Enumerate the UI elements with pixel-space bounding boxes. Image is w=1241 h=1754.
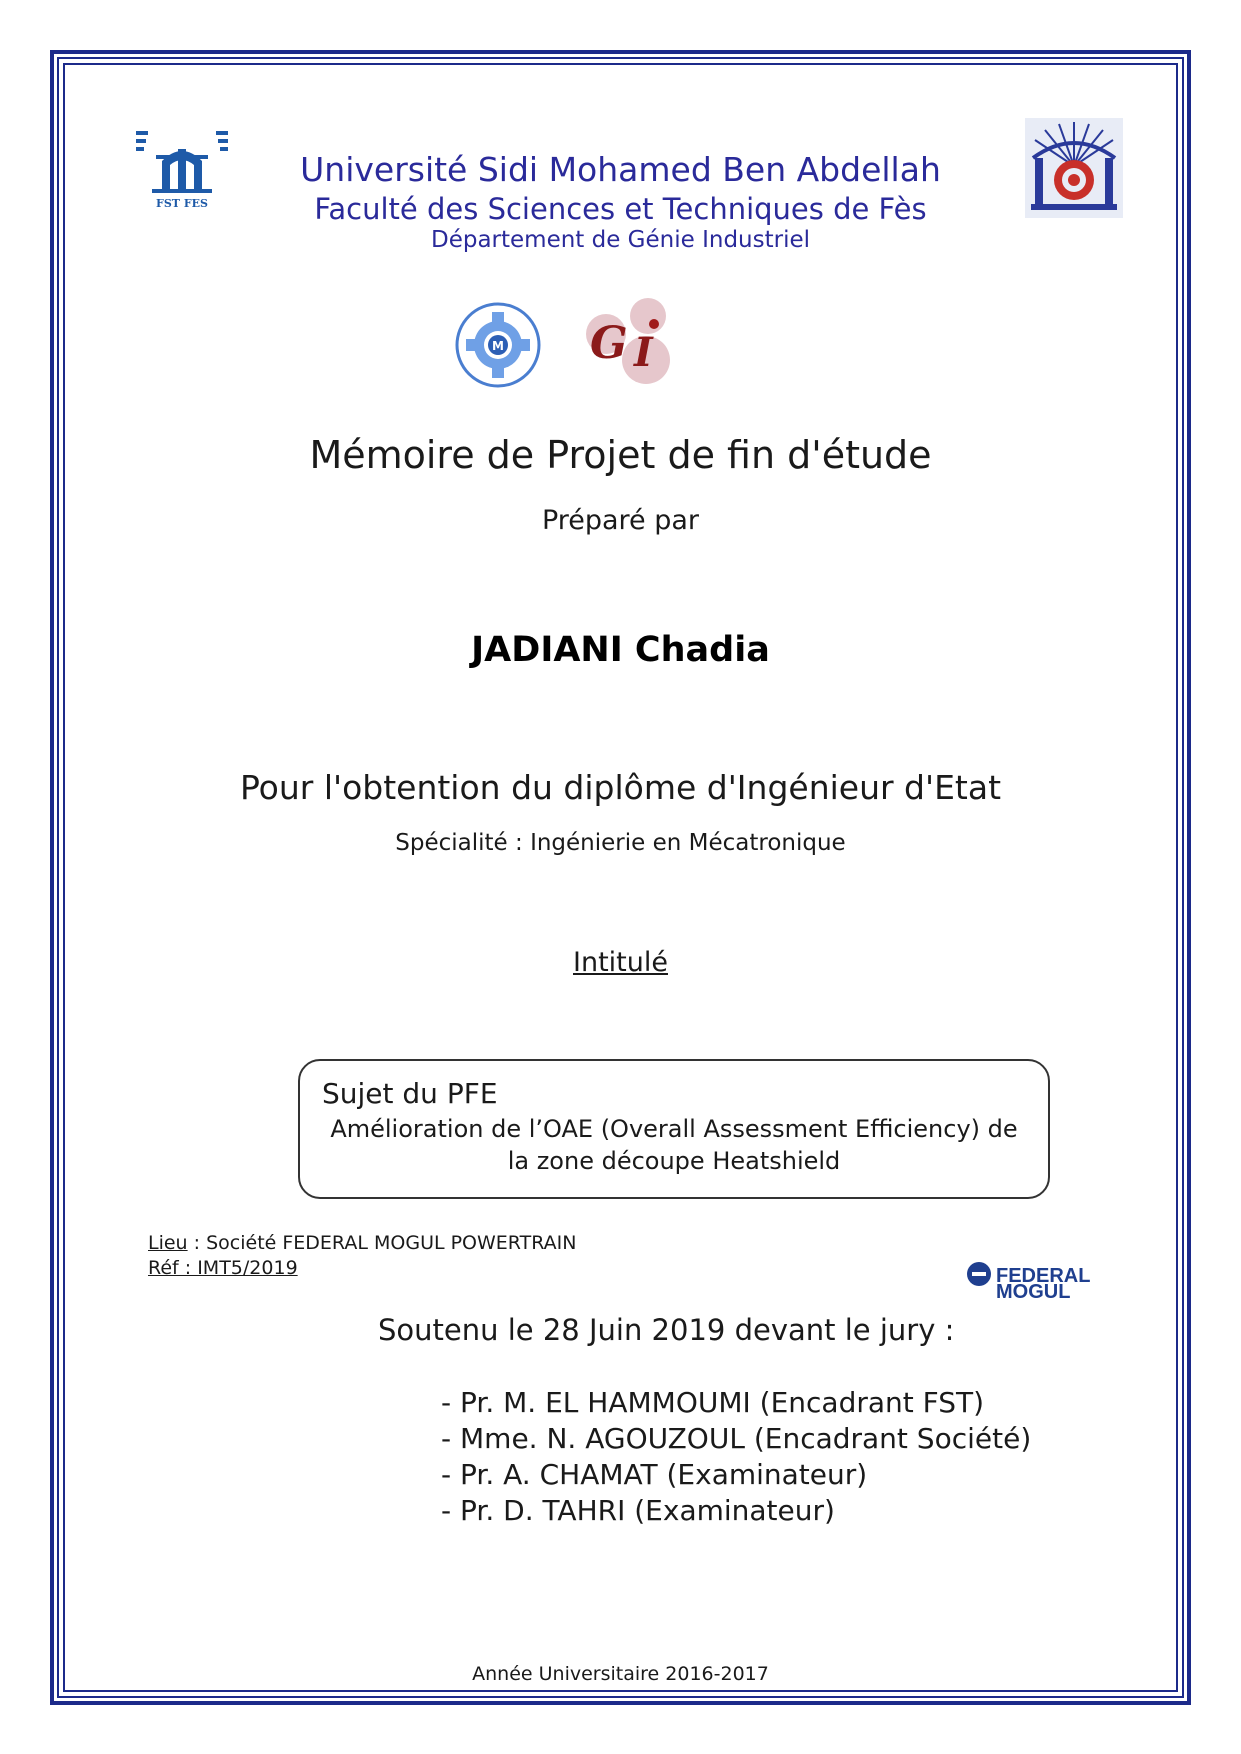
subject-box (298, 1059, 1050, 1199)
fst-logo-text: FST FES (156, 197, 208, 210)
subject-heading: Sujet du PFE (322, 1077, 498, 1110)
subject-line-2: la zone découpe Heatshield (507, 1147, 841, 1175)
lieu-value: : Société FEDERAL MOGUL POWERTRAIN (187, 1232, 577, 1254)
svg-text:G: G (590, 318, 628, 369)
subject-text (300, 1113, 1048, 1177)
department-name: Département de Génie Industriel (430, 227, 811, 253)
location-block (148, 1231, 576, 1281)
svg-text:M: M (492, 339, 504, 353)
gi-logo (576, 296, 684, 394)
jury-list (441, 1385, 1031, 1529)
diploma-line: Pour l'obtention du diplôme d'Ingénieur d'Etat (239, 768, 1002, 807)
subject-line-1: Amélioration de l’OAE (Overall Assessment Efficiency) de (330, 1115, 1018, 1143)
author-name: JADIANI Chadia (471, 630, 770, 670)
document-title: Mémoire de Projet de fin d'étude (309, 433, 932, 477)
prepared-by-label: Préparé par (541, 505, 700, 536)
faculty-name: Faculté des Sciences et Techniques de Fès (314, 192, 927, 226)
federal-mogul-line2: MOGUL (996, 1281, 1071, 1300)
academic-year: Année Universitaire 2016-2017 (472, 1663, 769, 1685)
jury-member: - Pr. M. EL HAMMOUMI (Encadrant FST) (441, 1386, 985, 1419)
reference-line: Réf : IMT5/2019 (148, 1257, 298, 1279)
lieu-label: Lieu (148, 1232, 188, 1254)
jury-member: - Mme. N. AGOUZOUL (Encadrant Société) (441, 1422, 1032, 1455)
mechatronics-gear-logo (452, 302, 544, 388)
jury-member: - Pr. D. TAHRI (Examinateur) (441, 1494, 835, 1527)
svg-text:I: I (634, 329, 653, 376)
specialty-line: Spécialité : Ingénierie en Mécatronique (395, 830, 846, 856)
federal-mogul-logo (966, 1260, 1126, 1300)
location-line (148, 1231, 576, 1256)
intitule-heading: Intitulé (573, 947, 668, 978)
defense-line: Soutenu le 28 Juin 2019 devant le jury : (378, 1313, 955, 1347)
jury-member: - Pr. A. CHAMAT (Examinateur) (441, 1458, 868, 1491)
federal-mogul-line1: FEDERAL (996, 1265, 1091, 1287)
university-name: Université Sidi Mohamed Ben Abdellah (300, 150, 941, 189)
